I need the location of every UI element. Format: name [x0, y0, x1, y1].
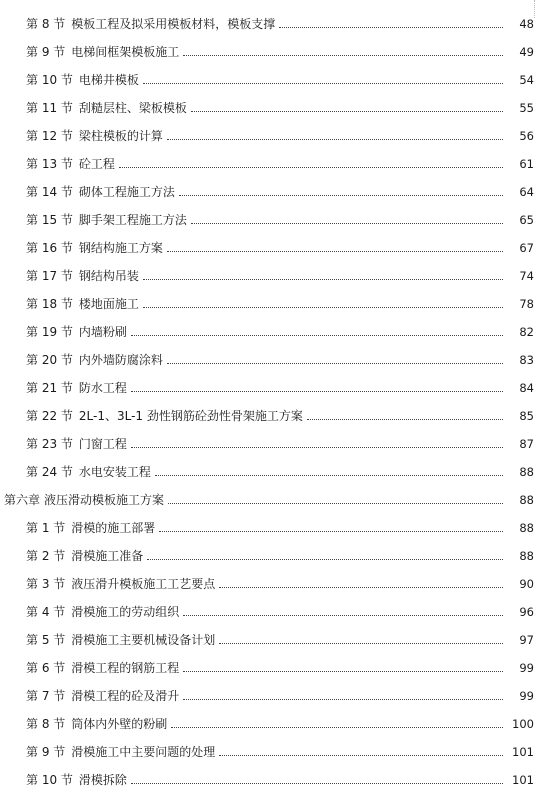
dot-leader: [155, 475, 503, 476]
toc-entry-title: 滑模工程的砼及滑升: [71, 689, 180, 703]
toc-entry-title: 滑模工程的钢筋工程: [71, 661, 180, 675]
toc-page-number: 78: [519, 297, 534, 311]
toc-entry-title: 滑模施工中主要问题的处理: [71, 745, 216, 759]
toc-entry-number: 第 7 节: [26, 689, 66, 703]
toc-entry-number: 第 8 节: [26, 717, 66, 731]
toc-section-entry[interactable]: [0, 288, 534, 316]
toc-page-number: 65: [519, 213, 534, 227]
dot-leader: [131, 447, 503, 448]
toc-entry-title: 滑模施工主要机械设备计划: [71, 633, 216, 647]
toc-page-number: 90: [519, 577, 534, 591]
toc-section-entry[interactable]: [0, 568, 534, 596]
toc-section-entry[interactable]: [0, 316, 534, 344]
toc-page-number: 64: [519, 185, 534, 199]
toc-section-entry[interactable]: [0, 204, 534, 232]
toc-entry-title: 滑模施工准备: [71, 549, 144, 563]
toc-page-number: 48: [519, 17, 534, 31]
toc-page-number: 88: [519, 465, 534, 479]
toc-page-number: 85: [519, 409, 534, 423]
dot-leader: [183, 699, 503, 700]
dot-leader: [191, 111, 503, 112]
toc-entry-title: 防水工程: [78, 381, 127, 395]
toc-entry-number: 第 21 节: [26, 381, 73, 395]
toc-entry-number: 第 24 节: [26, 465, 73, 479]
toc-page-number: 54: [519, 73, 534, 87]
toc-entry-number: 第六章: [4, 493, 41, 507]
toc-entry-number: 第 16 节: [26, 241, 73, 255]
toc-section-entry[interactable]: [0, 8, 534, 36]
toc-section-entry[interactable]: [0, 624, 534, 652]
toc-entry-title: 滑模拆除: [78, 773, 127, 787]
toc-section-entry[interactable]: [0, 400, 534, 428]
toc-entry-number: 第 6 节: [26, 661, 66, 675]
toc-entry-title: 刮糙层柱、梁板模板: [78, 101, 187, 115]
toc-entry-number: 第 20 节: [26, 353, 73, 367]
dot-leader: [219, 643, 503, 644]
toc-entry-title: 内外墙防腐涂料: [78, 353, 163, 367]
dot-leader: [167, 139, 503, 140]
toc-section-entry[interactable]: [0, 344, 534, 372]
dot-leader: [131, 783, 503, 784]
toc-section-entry[interactable]: [0, 596, 534, 624]
toc-entry-number: 第 3 节: [26, 577, 66, 591]
page-margin-marker: [534, 0, 535, 18]
dot-leader: [168, 503, 503, 504]
dot-leader: [159, 531, 503, 532]
toc-entry-title: 砼工程: [78, 157, 115, 171]
toc-section-entry[interactable]: [0, 64, 534, 92]
toc-entry-title: 滑模施工的劳动组织: [71, 605, 180, 619]
toc-entry-title: 液压滑动模板施工方案: [44, 493, 165, 507]
toc-entry-number: 第 14 节: [26, 185, 73, 199]
toc-entry-title: 滑模的施工部署: [71, 521, 156, 535]
toc-chapter-entry[interactable]: [0, 484, 534, 512]
dot-leader: [219, 755, 503, 756]
toc-section-entry[interactable]: [0, 652, 534, 680]
toc-page-number: 67: [519, 241, 534, 255]
toc-section-entry[interactable]: [0, 540, 534, 568]
dot-leader: [119, 167, 503, 168]
toc-page-number: 97: [519, 633, 534, 647]
toc-entry-number: 第 23 节: [26, 437, 73, 451]
toc-page-number: 87: [519, 437, 534, 451]
dot-leader: [191, 223, 503, 224]
toc-page-number: 101: [512, 773, 534, 787]
toc-section-entry[interactable]: [0, 92, 534, 120]
toc-page-number: 49: [519, 45, 534, 59]
toc-page-number: 82: [519, 325, 534, 339]
dot-leader: [143, 83, 503, 84]
toc-page-number: 74: [519, 269, 534, 283]
toc-section-entry[interactable]: [0, 456, 534, 484]
toc-page-number: 61: [519, 157, 534, 171]
toc-section-entry[interactable]: [0, 232, 534, 260]
toc-section-entry[interactable]: [0, 680, 534, 708]
toc-section-entry[interactable]: [0, 148, 534, 176]
toc-page-number: 56: [519, 129, 534, 143]
toc-entry-title: 砌体工程施工方法: [78, 185, 175, 199]
toc-page-number: 83: [519, 353, 534, 367]
toc-section-entry[interactable]: [0, 708, 534, 736]
toc-section-entry[interactable]: [0, 36, 534, 64]
dot-leader: [131, 335, 503, 336]
toc-section-entry[interactable]: [0, 512, 534, 540]
dot-leader: [147, 559, 503, 560]
toc-entry-number: 第 10 节: [26, 773, 73, 787]
dot-leader: [179, 195, 503, 196]
toc-entry-title: 钢结构吊装: [78, 269, 139, 283]
toc-section-entry[interactable]: [0, 428, 534, 456]
toc-entry-number: 第 12 节: [26, 129, 73, 143]
dot-leader: [183, 615, 503, 616]
toc-page-number: 99: [519, 661, 534, 675]
toc-entry-title: 门窗工程: [78, 437, 127, 451]
toc-entry-title: 内墙粉刷: [78, 325, 127, 339]
dot-leader: [219, 587, 503, 588]
toc-entry-title: 液压滑升模板施工工艺要点: [71, 577, 216, 591]
toc-page-number: 100: [512, 717, 534, 731]
dot-leader: [131, 391, 503, 392]
toc-entry-title: 水电安装工程: [78, 465, 151, 479]
toc-entry-number: 第 1 节: [26, 521, 66, 535]
toc-page-number: 101: [512, 745, 534, 759]
toc-entry-number: 第 4 节: [26, 605, 66, 619]
toc-entry-title: 电梯井模板: [78, 73, 139, 87]
dot-leader: [171, 727, 503, 728]
toc-entry-number: 第 22 节: [26, 409, 73, 423]
toc-entry-title: 脚手架工程施工方法: [78, 213, 187, 227]
toc-section-entry[interactable]: [0, 372, 534, 400]
toc-section-entry[interactable]: [0, 764, 534, 792]
toc-section-entry[interactable]: [0, 120, 534, 148]
toc-entry-title: 2L-1、3L-1 劲性钢筋砼劲性骨架施工方案: [78, 409, 303, 423]
dot-leader: [167, 363, 503, 364]
toc-entry-number: 第 8 节: [26, 17, 66, 31]
toc-page-number: 55: [519, 101, 534, 115]
dot-leader: [167, 251, 503, 252]
toc-entry-number: 第 19 节: [26, 325, 73, 339]
toc-page-number: 96: [519, 605, 534, 619]
toc-entry-number: 第 5 节: [26, 633, 66, 647]
table-of-contents: [0, 8, 534, 792]
toc-entry-title: 钢结构施工方案: [78, 241, 163, 255]
dot-leader: [143, 279, 503, 280]
toc-entry-title: 模板工程及拟采用模板材料，模板支撑: [71, 17, 276, 31]
toc-section-entry[interactable]: [0, 736, 534, 764]
toc-entry-title: 筒体内外壁的粉刷: [71, 717, 168, 731]
toc-entry-title: 电梯间框架模板施工: [71, 45, 180, 59]
toc-page-number: 88: [519, 493, 534, 507]
toc-entry-number: 第 11 节: [26, 101, 73, 115]
toc-entry-number: 第 13 节: [26, 157, 73, 171]
dot-leader: [183, 55, 503, 56]
dot-leader: [279, 27, 503, 28]
dot-leader: [307, 419, 503, 420]
toc-page-number: 84: [519, 381, 534, 395]
toc-entry-number: 第 9 节: [26, 45, 66, 59]
toc-page-number: 99: [519, 689, 534, 703]
toc-entry-number: 第 10 节: [26, 73, 73, 87]
dot-leader: [183, 671, 503, 672]
toc-entry-number: 第 17 节: [26, 269, 73, 283]
toc-entry-number: 第 18 节: [26, 297, 73, 311]
toc-section-entry[interactable]: [0, 176, 534, 204]
toc-section-entry[interactable]: [0, 260, 534, 288]
toc-entry-title: 梁柱模板的计算: [78, 129, 163, 143]
toc-entry-number: 第 2 节: [26, 549, 66, 563]
toc-page-number: 88: [519, 549, 534, 563]
toc-page-number: 88: [519, 521, 534, 535]
toc-entry-number: 第 9 节: [26, 745, 66, 759]
toc-entry-title: 楼地面施工: [78, 297, 139, 311]
toc-entry-number: 第 15 节: [26, 213, 73, 227]
dot-leader: [143, 307, 503, 308]
